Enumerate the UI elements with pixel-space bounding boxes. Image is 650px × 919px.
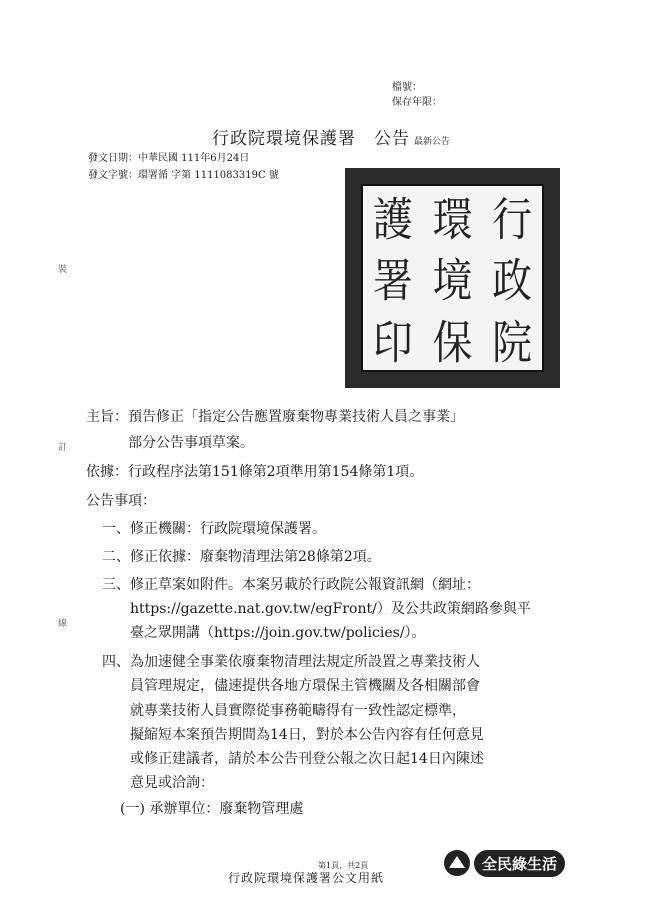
- logo-text: 全民綠生活: [474, 850, 565, 877]
- retention-label: 保存年限：: [392, 97, 442, 108]
- item-3: 三、修正草案如附件。本案另載於行政院公報資訊網（網址：: [102, 577, 480, 593]
- seal-char: 境: [432, 255, 473, 309]
- items-heading: 公告事項：: [86, 493, 156, 509]
- basis-line: 依據：行政程序法第151條第2項準用第154條第1項。: [86, 464, 424, 480]
- archive-info: [392, 80, 442, 110]
- green-living-logo: [444, 848, 565, 878]
- binding-mark: 線: [58, 619, 68, 629]
- subject-line-cont: 部分公告事項草案。: [128, 435, 254, 451]
- latest-announcement-tag: 最新公告: [414, 137, 451, 147]
- item-3-url-line: 臺之眾開講（https://join.gov.tw/policies/）。: [130, 625, 426, 641]
- seal-char: 署: [372, 255, 413, 309]
- seal-char: 保: [432, 316, 473, 370]
- mountain-icon: [444, 850, 470, 876]
- item-1: 一、修正機關：行政院環境保護署。: [102, 521, 326, 537]
- title-text: 行政院環境保護署 公告: [212, 129, 410, 149]
- seal-char: 印: [372, 316, 413, 370]
- document-number: 發文字號：環署循 字第 1111083319C 號: [88, 170, 279, 181]
- seal-char: 行: [492, 194, 533, 248]
- sub-item-1: (一) 承辦單位：廢棄物管理處: [120, 801, 304, 817]
- item-4-line: 擬縮短本案預告期間為14日，對於本公告內容有任何意見: [130, 727, 484, 743]
- seal-char: 護: [372, 194, 413, 248]
- seal-char: 院: [492, 316, 533, 370]
- official-seal: [345, 168, 560, 388]
- seal-char: 政: [492, 255, 533, 309]
- item-2: 二、修正依據：廢棄物清理法第28條第2項。: [102, 549, 381, 565]
- binding-mark: 裝: [58, 265, 68, 275]
- item-4-line: 就專業技術人員實際從事務範疇得有一致性認定標準，: [130, 703, 466, 719]
- seal-face: [361, 184, 544, 372]
- announcement-title: [212, 124, 450, 149]
- item-4-line: 或修正建議者，請於本公告刊登公報之次日起14日內陳述: [130, 751, 484, 767]
- item-3-url-line: https://gazette.nat.gov.tw/egFront/）及公共政策網路參與平: [130, 601, 531, 617]
- item-4-line: 意見或洽詢：: [130, 775, 214, 791]
- binding-mark: 訂: [58, 443, 68, 453]
- paper-label: 行政院環境保護署公文用紙: [228, 871, 385, 885]
- seal-char: 環: [432, 194, 473, 248]
- subject-line: 主旨：預告修正「指定公告應置廢棄物專業技術人員之事業」: [86, 409, 464, 425]
- issue-date: 發文日期：中華民國 111年6月24日: [88, 153, 250, 164]
- file-number-label: 檔號：: [392, 82, 422, 93]
- item-4: 四、為加速健全事業依廢棄物清理法規定所設置之專業技術人: [102, 654, 480, 670]
- page-number: 第1頁，共2頁: [318, 861, 369, 870]
- document-meta: [88, 150, 279, 184]
- item-4-line: 員管理規定，儘速提供各地方環保主管機關及各相關部會: [130, 678, 480, 694]
